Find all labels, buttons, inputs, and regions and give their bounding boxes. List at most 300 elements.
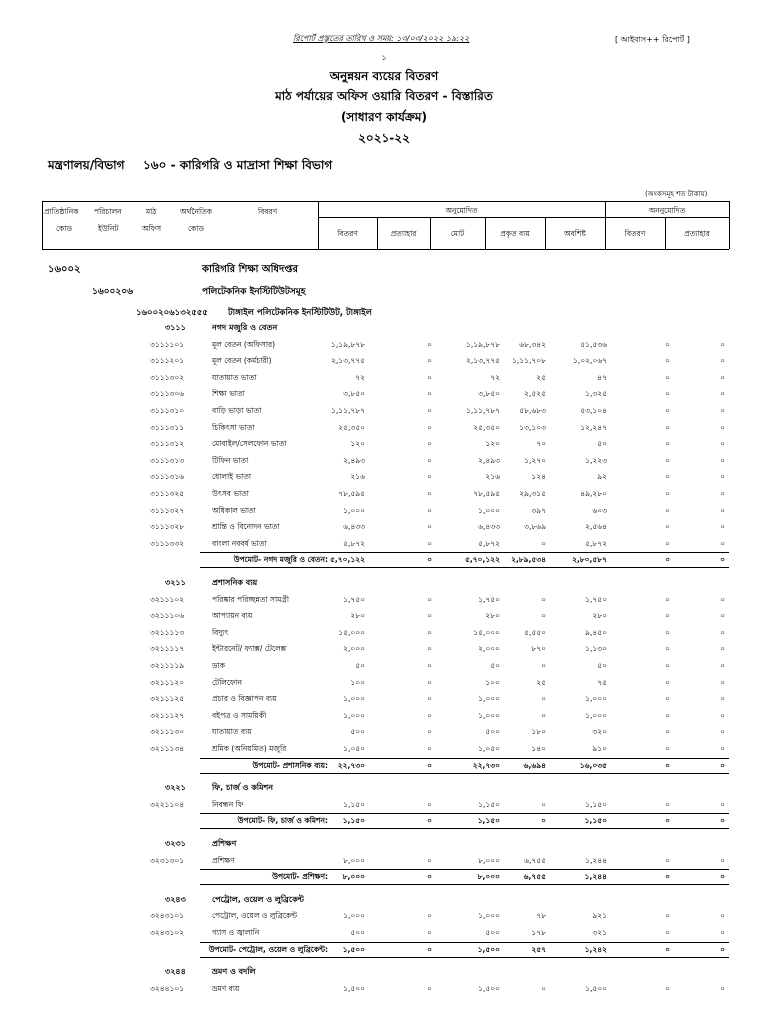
amount-cell: ০	[720, 372, 725, 382]
amount-cell: ১০০	[350, 677, 365, 687]
amount-cell: ০	[427, 439, 432, 449]
subtotal-rule-top	[200, 758, 729, 759]
subtotal-rule-bottom	[200, 773, 729, 774]
amount-cell: ১,২৭০	[524, 455, 546, 465]
col-description: বিবরণ	[258, 207, 278, 216]
subtotal-cell: ২২,৭৩০	[337, 760, 365, 770]
amount-cell: ০	[720, 677, 725, 687]
amount-cell: ২১৬	[485, 472, 500, 482]
subtotal-cell: ১,১৫০	[477, 816, 500, 826]
subtotal-cell: ৫,৭০,১২২	[465, 555, 500, 565]
amount-cell: ০	[665, 489, 670, 498]
amount-cell: ০	[665, 983, 670, 993]
item-description: গ্যাস ও জ্বালানি	[212, 928, 260, 937]
amount-cell: ০	[720, 744, 725, 753]
amount-cell: ২,৫৬৪	[585, 522, 607, 532]
table-row	[0, 661, 768, 677]
group-code: ৩২৪৩	[165, 894, 186, 904]
subtotal-cell: ৮,০০০	[477, 872, 500, 882]
amount-cell: ০	[427, 928, 432, 937]
subtotal-cell: ০	[427, 816, 432, 826]
amount-cell: ০	[427, 372, 432, 382]
amount-cell: ২৮০	[485, 611, 500, 621]
economic-code: ৩১১১২০১	[150, 356, 185, 366]
col-unit-a: পরিচালন	[94, 207, 122, 216]
item-description: টিফিন ভাতা	[212, 455, 249, 465]
subtotal-rule-top	[200, 813, 729, 814]
amount-cell: ৭৮,৫৯৫	[473, 489, 500, 498]
org-name: কারিগরি শিক্ষা অধিদপ্তর	[202, 264, 299, 275]
amount-cell: ১,১১,৭৮৭	[466, 406, 500, 415]
amount-cell: ০	[720, 389, 725, 399]
amount-cell: ০	[720, 594, 725, 604]
amount-cell: ২,০০০	[343, 644, 365, 654]
economic-code: ৩২১১১২৭	[150, 710, 185, 720]
group-name: পেট্রোল, ওয়েল ও লুব্রিকেন্ট	[212, 894, 304, 904]
amount-cell: ০	[427, 538, 432, 548]
amount-cell: ০	[665, 677, 670, 687]
amount-cell: ০	[541, 694, 546, 704]
subtotal-cell: ৬,৭৫৫	[523, 872, 546, 882]
amount-cell: ০	[720, 356, 725, 366]
subtotal-label: উপমোট- প্রশাসনিক ব্যয়:	[252, 760, 328, 770]
amount-cell: ৩২০	[592, 727, 607, 737]
subtotal-label: উপমোট- প্রশিক্ষণ:	[272, 872, 328, 882]
amount-cell: ৭৮,৫৯৫	[338, 489, 365, 498]
amount-cell: ০	[427, 611, 432, 621]
ministry-value: ১৬০ - কারিগরি ও মাদ্রাসা শিক্ষা বিভাগ	[143, 158, 333, 172]
amount-cell: ০	[427, 644, 432, 654]
amount-cell: ০	[720, 489, 725, 498]
group-name: প্রশিক্ষণ	[212, 839, 237, 848]
amount-cell: ০	[665, 855, 670, 865]
subtotal-cell: ২,৮৯,৫৩৪	[511, 555, 546, 565]
economic-code: ৩১১১৩১০	[150, 406, 185, 415]
amount-cell: ০	[665, 644, 670, 654]
table-row	[0, 711, 768, 727]
economic-code: ৩২৩১৩০১	[150, 855, 185, 865]
amount-cell: ৫০	[597, 661, 607, 670]
item-description: শিক্ষা ভাতা	[212, 389, 245, 399]
subtotal-cell: ০	[427, 872, 432, 882]
table-row	[0, 472, 768, 488]
amount-cell: ০	[665, 505, 670, 515]
table-row	[0, 694, 768, 710]
table-row	[0, 389, 768, 405]
subtotal-cell: ২৫৭	[531, 944, 546, 954]
amount-cell: ৯২	[597, 472, 607, 482]
amount-cell: ৩,৮৬৯	[524, 522, 546, 532]
subtotal-cell: ৫,৭০,১২২	[330, 555, 365, 565]
amount-cell: ০	[665, 799, 670, 809]
amount-cell: ০	[427, 799, 432, 809]
table-row	[0, 611, 768, 627]
unit-note: (অংকসমূহ শত টাকায়)	[645, 190, 708, 198]
economic-code: ৩২১১১০৬	[150, 611, 185, 621]
economic-code: ৩২১১১১৯	[150, 661, 185, 670]
economic-code: ৩২১১১২০	[150, 677, 185, 687]
page-title: অনুন্নয়ন ব্যয়ের বিতরণ	[329, 69, 439, 83]
amount-cell: ০	[541, 661, 546, 670]
item-description: বইপত্র ও সাময়িকী	[212, 710, 267, 720]
subtotal-cell: ০	[665, 872, 670, 882]
amount-cell: ০	[720, 455, 725, 465]
amount-cell: ০	[665, 661, 670, 670]
subtotal-rule-bottom	[200, 828, 729, 829]
amount-cell: ১২৪	[531, 472, 546, 482]
amount-cell: ২৮০	[592, 611, 607, 621]
amount-cell: ১,১৩০	[585, 644, 607, 654]
amount-cell: ০	[720, 661, 725, 670]
amount-cell: ০	[427, 505, 432, 515]
col-econ-a: অর্থনৈতিক	[180, 207, 212, 216]
amount-cell: ১,০০০	[478, 694, 500, 704]
col-unit-b: ইউনিট	[98, 224, 119, 233]
amount-cell: ২,১৩,৭৭৫	[465, 356, 500, 366]
amount-cell: ১,০০০	[478, 710, 500, 720]
amount-cell: ৫,৮৭২	[478, 538, 500, 548]
item-description: পেট্রোল, ওয়েল ও লুব্রিকেন্ট	[212, 911, 298, 921]
amount-cell: ০	[427, 744, 432, 753]
amount-cell: ০	[541, 538, 546, 548]
item-description: টেলিফোন	[212, 677, 243, 687]
economic-code: ৩২৪৩১০১	[150, 911, 185, 921]
amount-cell: ২৫,৩৫০	[473, 422, 500, 432]
subtotal-cell: ০	[541, 816, 546, 826]
report-info: রিপোর্ট প্রস্তুতের তারিখ ও সময়: ১৩/০৩/২০২২ ১৯:২২	[293, 34, 470, 43]
subtotal-row	[0, 555, 768, 571]
amount-cell: ০	[665, 389, 670, 399]
economic-code: ৩২৪৩১০২	[150, 928, 185, 937]
amount-cell: ০	[720, 727, 725, 737]
table-row	[0, 595, 768, 611]
group-approved: অনুমোদিত	[445, 206, 478, 215]
amount-cell: ৮,০০০	[478, 855, 500, 865]
amount-cell: ০	[427, 694, 432, 704]
amount-cell: ০	[427, 661, 432, 670]
subtotal-cell: ০	[720, 555, 725, 565]
subtotal-cell: ০	[720, 944, 725, 954]
subtotal-cell: ০	[665, 944, 670, 954]
amount-cell: ৩,৮৫০	[478, 389, 500, 399]
amount-cell: ১,০০০	[343, 505, 365, 515]
amount-cell: ৩,৮৫০	[343, 389, 365, 399]
amount-cell: ১,০২,০৬৭	[572, 356, 607, 366]
group-name: ভ্রমণ ও বদলি	[212, 967, 256, 977]
item-description: বাংলা নববর্ষ ভাতা	[212, 538, 267, 548]
amount-cell: ০	[720, 538, 725, 548]
report-tag: [ আইবাস++ রিপোর্ট ]	[615, 35, 690, 44]
item-description: নিবন্ধন ফি	[212, 799, 244, 809]
amount-cell: ৬৮,৩৪২	[519, 339, 546, 349]
subtotal-label: উপমোট- পেট্রোল, ওয়েল ও লুব্রিকেন্ট:	[208, 944, 328, 954]
subtotal-cell: ৬,৬৯৪	[523, 760, 546, 770]
amount-cell: ০	[427, 855, 432, 865]
subtotal-cell: ০	[665, 816, 670, 826]
economic-code: ৩২৪৪১০১	[150, 983, 185, 993]
col-unapproved-withdrawal: প্রত্যাহার	[684, 229, 710, 238]
amount-cell: ০	[541, 611, 546, 621]
economic-code: ৩২১১১২৫	[150, 694, 185, 704]
amount-cell: ২৫	[536, 677, 546, 687]
subtotal-cell: ০	[665, 760, 670, 770]
fiscal-year: ২০২১-২২	[358, 131, 410, 145]
group-header	[0, 838, 768, 854]
amount-cell: ৮৭০	[531, 644, 546, 654]
amount-cell: ২৯,৩১৫	[519, 489, 546, 498]
item-description: মূল বেতন (অফিসার)	[212, 339, 276, 349]
amount-cell: ০	[427, 710, 432, 720]
group-header	[0, 577, 768, 593]
amount-cell: ৫০	[490, 661, 500, 670]
amount-cell: ০	[665, 611, 670, 621]
amount-cell: ০	[427, 472, 432, 482]
table-row	[0, 439, 768, 455]
amount-cell: ০	[720, 928, 725, 937]
item-description: মূল বেতন (কর্মচারী)	[212, 356, 272, 366]
item-description: ইন্টারনেট/ ফ্যাক্স/ টেলেক্স	[212, 644, 287, 654]
subtotal-rule-bottom	[200, 884, 729, 885]
amount-cell: ০	[665, 372, 670, 382]
amount-cell: ০	[427, 422, 432, 432]
subtotal-rule-bottom	[200, 957, 729, 958]
col-actual-expense: প্রকৃত ব্যয়	[500, 229, 530, 238]
amount-cell: ৫০০	[350, 727, 365, 737]
group-code: ৩২২১	[165, 783, 186, 793]
subtotal-cell: ৮,০০০	[342, 872, 365, 882]
item-description: পরিষ্কার পরিচ্ছন্নতা সামগ্রী	[212, 594, 290, 604]
amount-cell: ১,২২৩	[585, 455, 607, 465]
amount-cell: ৪৯,২৮০	[580, 489, 607, 498]
col-econ-b: কোড	[188, 224, 204, 233]
item-description: বিদ্যুৎ	[212, 627, 229, 637]
amount-cell: ০	[665, 356, 670, 366]
amount-cell: ০	[720, 627, 725, 637]
col-remaining: অবশিষ্ট	[564, 229, 586, 238]
economic-code: ৩২১১১১৩	[150, 627, 185, 637]
col-distribution: বিতরণ	[337, 229, 358, 238]
economic-code: ৩১১১৩০২	[150, 372, 185, 382]
item-description: প্রশিক্ষণ	[212, 855, 235, 865]
amount-cell: ৫০০	[485, 928, 500, 937]
economic-code: ৩২২১১০৪	[150, 799, 185, 809]
amount-cell: ৩২১	[592, 928, 607, 937]
subtotal-cell: ১,৫০০	[342, 944, 365, 954]
col-withdrawal: প্রত্যাহার	[390, 229, 417, 238]
ministry-label: মন্ত্রণালয়/বিভাগ	[48, 158, 125, 172]
item-description: মোবাইল/সেলফোন ভাতা	[212, 439, 287, 449]
subtotal-cell: ০	[427, 760, 432, 770]
amount-cell: ০	[720, 422, 725, 432]
amount-cell: ৭০	[536, 439, 546, 449]
amount-cell: ০	[665, 422, 670, 432]
amount-cell: ৫৩,১০৪	[580, 406, 607, 415]
amount-cell: ৫৮,৬৮৩	[519, 406, 546, 415]
subtotal-label: উপমোট- ফি, চার্জ ও কমিশন:	[237, 816, 328, 826]
subtotal-cell: ০	[427, 555, 432, 565]
amount-cell: ২,৪৯৩	[478, 455, 500, 465]
amount-cell: ০	[427, 406, 432, 415]
amount-cell: ০	[720, 522, 725, 532]
economic-code: ৩১১১৩১৩	[150, 455, 185, 465]
amount-cell: ১৫,০০০	[473, 627, 500, 637]
amount-cell: ০	[665, 594, 670, 604]
item-description: চিকিৎসা ভাতা	[212, 422, 255, 432]
economic-code: ৩২১১১১৭	[150, 644, 185, 654]
subtotal-cell: ২২,৭৩০	[472, 760, 500, 770]
col-office-a: মাঠ	[146, 207, 157, 216]
economic-code: ৩১১১৩৩২	[150, 538, 185, 548]
amount-cell: ০	[665, 744, 670, 753]
amount-cell: ০	[541, 710, 546, 720]
amount-cell: ৪৭	[597, 372, 607, 382]
amount-cell: ৫০০	[350, 928, 365, 937]
amount-cell: ১,১৫০	[585, 799, 607, 809]
amount-cell: ১,০০০	[343, 911, 365, 921]
subtotal-cell: ০	[427, 944, 432, 954]
group-header	[0, 894, 768, 910]
amount-cell: ১,১৫০	[478, 799, 500, 809]
amount-cell: ১০০	[485, 677, 500, 687]
amount-cell: ০	[427, 677, 432, 687]
amount-cell: ৫,৮৭২	[343, 538, 365, 548]
subtotal-rule-top	[200, 552, 729, 553]
amount-cell: ২,৫২৫	[524, 389, 546, 399]
amount-cell: ১,৭৫০	[585, 594, 607, 604]
group-header	[0, 966, 768, 982]
amount-cell: ১,০০০	[343, 710, 365, 720]
amount-cell: ০	[720, 983, 725, 993]
subtotal-row	[0, 761, 768, 777]
amount-cell: ০	[427, 594, 432, 604]
amount-cell: ১,৫০০	[585, 983, 607, 993]
amount-cell: ১,১১,৭৮৭	[331, 406, 365, 415]
subtotal-cell: ০	[720, 760, 725, 770]
amount-cell: ৫০০	[485, 727, 500, 737]
amount-cell: ১,০০০	[478, 911, 500, 921]
amount-cell: ০	[720, 644, 725, 654]
subtotal-rule-bottom	[200, 567, 729, 568]
amount-cell: ০	[427, 727, 432, 737]
group-unapproved: অননুমোদিত	[648, 206, 686, 215]
group-code: ৩১১১	[165, 323, 186, 332]
subtotal-cell: ০	[665, 555, 670, 565]
amount-cell: ১,১৯,৮৭৮	[466, 339, 500, 349]
amount-cell: ৫০	[355, 661, 365, 670]
amount-cell: ০	[665, 439, 670, 449]
subtotal-rule-top	[200, 942, 729, 943]
amount-cell: ০	[720, 855, 725, 865]
subtotal-cell: ১,১৫০	[584, 816, 607, 826]
amount-cell: ২,৪৯৩	[343, 455, 365, 465]
amount-cell: ১৩,১০৩	[519, 422, 546, 432]
amount-cell: ৫,৫৫০	[524, 627, 546, 637]
col-org-code-a: প্রাতিষ্ঠানিক	[44, 207, 79, 216]
amount-cell: ০	[427, 389, 432, 399]
office-code: ১৬০০২০৬১৩২৫৫৫	[136, 308, 208, 318]
amount-cell: ০	[665, 406, 670, 415]
economic-code: ৩২১১১৩৪	[150, 744, 185, 753]
economic-code: ৩১১১৩২৮	[150, 522, 185, 532]
group-name: নগদ মজুরি ও বেতন	[212, 323, 278, 332]
subtotal-cell: ০	[720, 872, 725, 882]
col-office-b: অফিস	[142, 224, 162, 233]
amount-cell: ০	[720, 439, 725, 449]
amount-cell: ০	[427, 489, 432, 498]
item-description: যাতায়াত ভাতা	[212, 372, 257, 382]
col-unapproved-distribution: বিতরণ	[624, 229, 646, 238]
subtotal-row	[0, 945, 768, 961]
amount-cell: ০	[665, 472, 670, 482]
amount-cell: ৬,৪৩৩	[478, 522, 500, 532]
subtotal-cell: ২,৮০,৫৮৭	[572, 555, 607, 565]
table-row	[0, 423, 768, 439]
amount-cell: ১২০	[350, 439, 365, 449]
group-header	[0, 322, 768, 338]
amount-cell: ০	[720, 799, 725, 809]
amount-cell: ০	[541, 594, 546, 604]
amount-cell: ০	[541, 799, 546, 809]
group-name: প্রশাসনিক ব্যয়	[212, 578, 258, 587]
amount-cell: ০	[427, 356, 432, 366]
amount-cell: ১৭৮	[531, 928, 546, 937]
item-description: শ্রান্তি ও বিনোদন ভাতা	[212, 522, 280, 532]
amount-cell: ০	[665, 538, 670, 548]
table-row	[0, 406, 768, 422]
amount-cell: ৫১,৫৩৬	[580, 339, 607, 349]
amount-cell: ১,০০০	[343, 694, 365, 704]
economic-code: ৩২১১১৩০	[150, 727, 185, 737]
subtotal-cell: ০	[720, 816, 725, 826]
amount-cell: ২৫	[536, 372, 546, 382]
unit-code: ১৬০০২০৬	[92, 287, 133, 297]
amount-cell: ০	[720, 406, 725, 415]
item-description: যাতায়াত ব্যয়	[212, 727, 252, 737]
table-row	[0, 522, 768, 538]
amount-cell: ০	[541, 983, 546, 993]
amount-cell: ৮,০০০	[343, 855, 365, 865]
amount-cell: ৭৮	[536, 911, 546, 921]
amount-cell: ১,৭৫০	[343, 594, 365, 604]
economic-code: ৩১১১৩১১	[150, 422, 185, 432]
col-org-code-b: কোড	[56, 224, 72, 233]
amount-cell: ১,৫০০	[478, 983, 500, 993]
amount-cell: ১৮০	[531, 727, 546, 737]
page-number: ১	[381, 53, 387, 62]
amount-cell: ০	[427, 983, 432, 993]
group-code: ৩২৪৪	[165, 967, 186, 977]
amount-cell: ১৫,০০০	[338, 627, 365, 637]
amount-cell: ১,৩২৫	[585, 389, 607, 399]
amount-cell: ২৮০	[350, 611, 365, 621]
economic-code: ৩১১১৩২৭	[150, 505, 185, 515]
amount-cell: ৫০	[597, 439, 607, 449]
amount-cell: ০	[720, 505, 725, 515]
amount-cell: ০	[427, 627, 432, 637]
amount-cell: ১৪০	[531, 744, 546, 753]
subtotal-rule-top	[200, 869, 729, 870]
item-description: ভ্রমণ ব্যয়	[212, 983, 240, 993]
amount-cell: ০	[665, 627, 670, 637]
amount-cell: ১,১৯,৮৭৮	[331, 339, 365, 349]
unit-name: পলিটেকনিক ইনস্টিটিউটসমূহ	[202, 287, 306, 297]
subtotal-row	[0, 872, 768, 888]
group-header	[0, 782, 768, 798]
table-row	[0, 340, 768, 356]
item-description: উৎসব ভাতা	[212, 489, 249, 498]
item-description: ধোলাই ভাতা	[212, 472, 252, 482]
amount-cell: ৬,৪৩৩	[343, 522, 365, 532]
